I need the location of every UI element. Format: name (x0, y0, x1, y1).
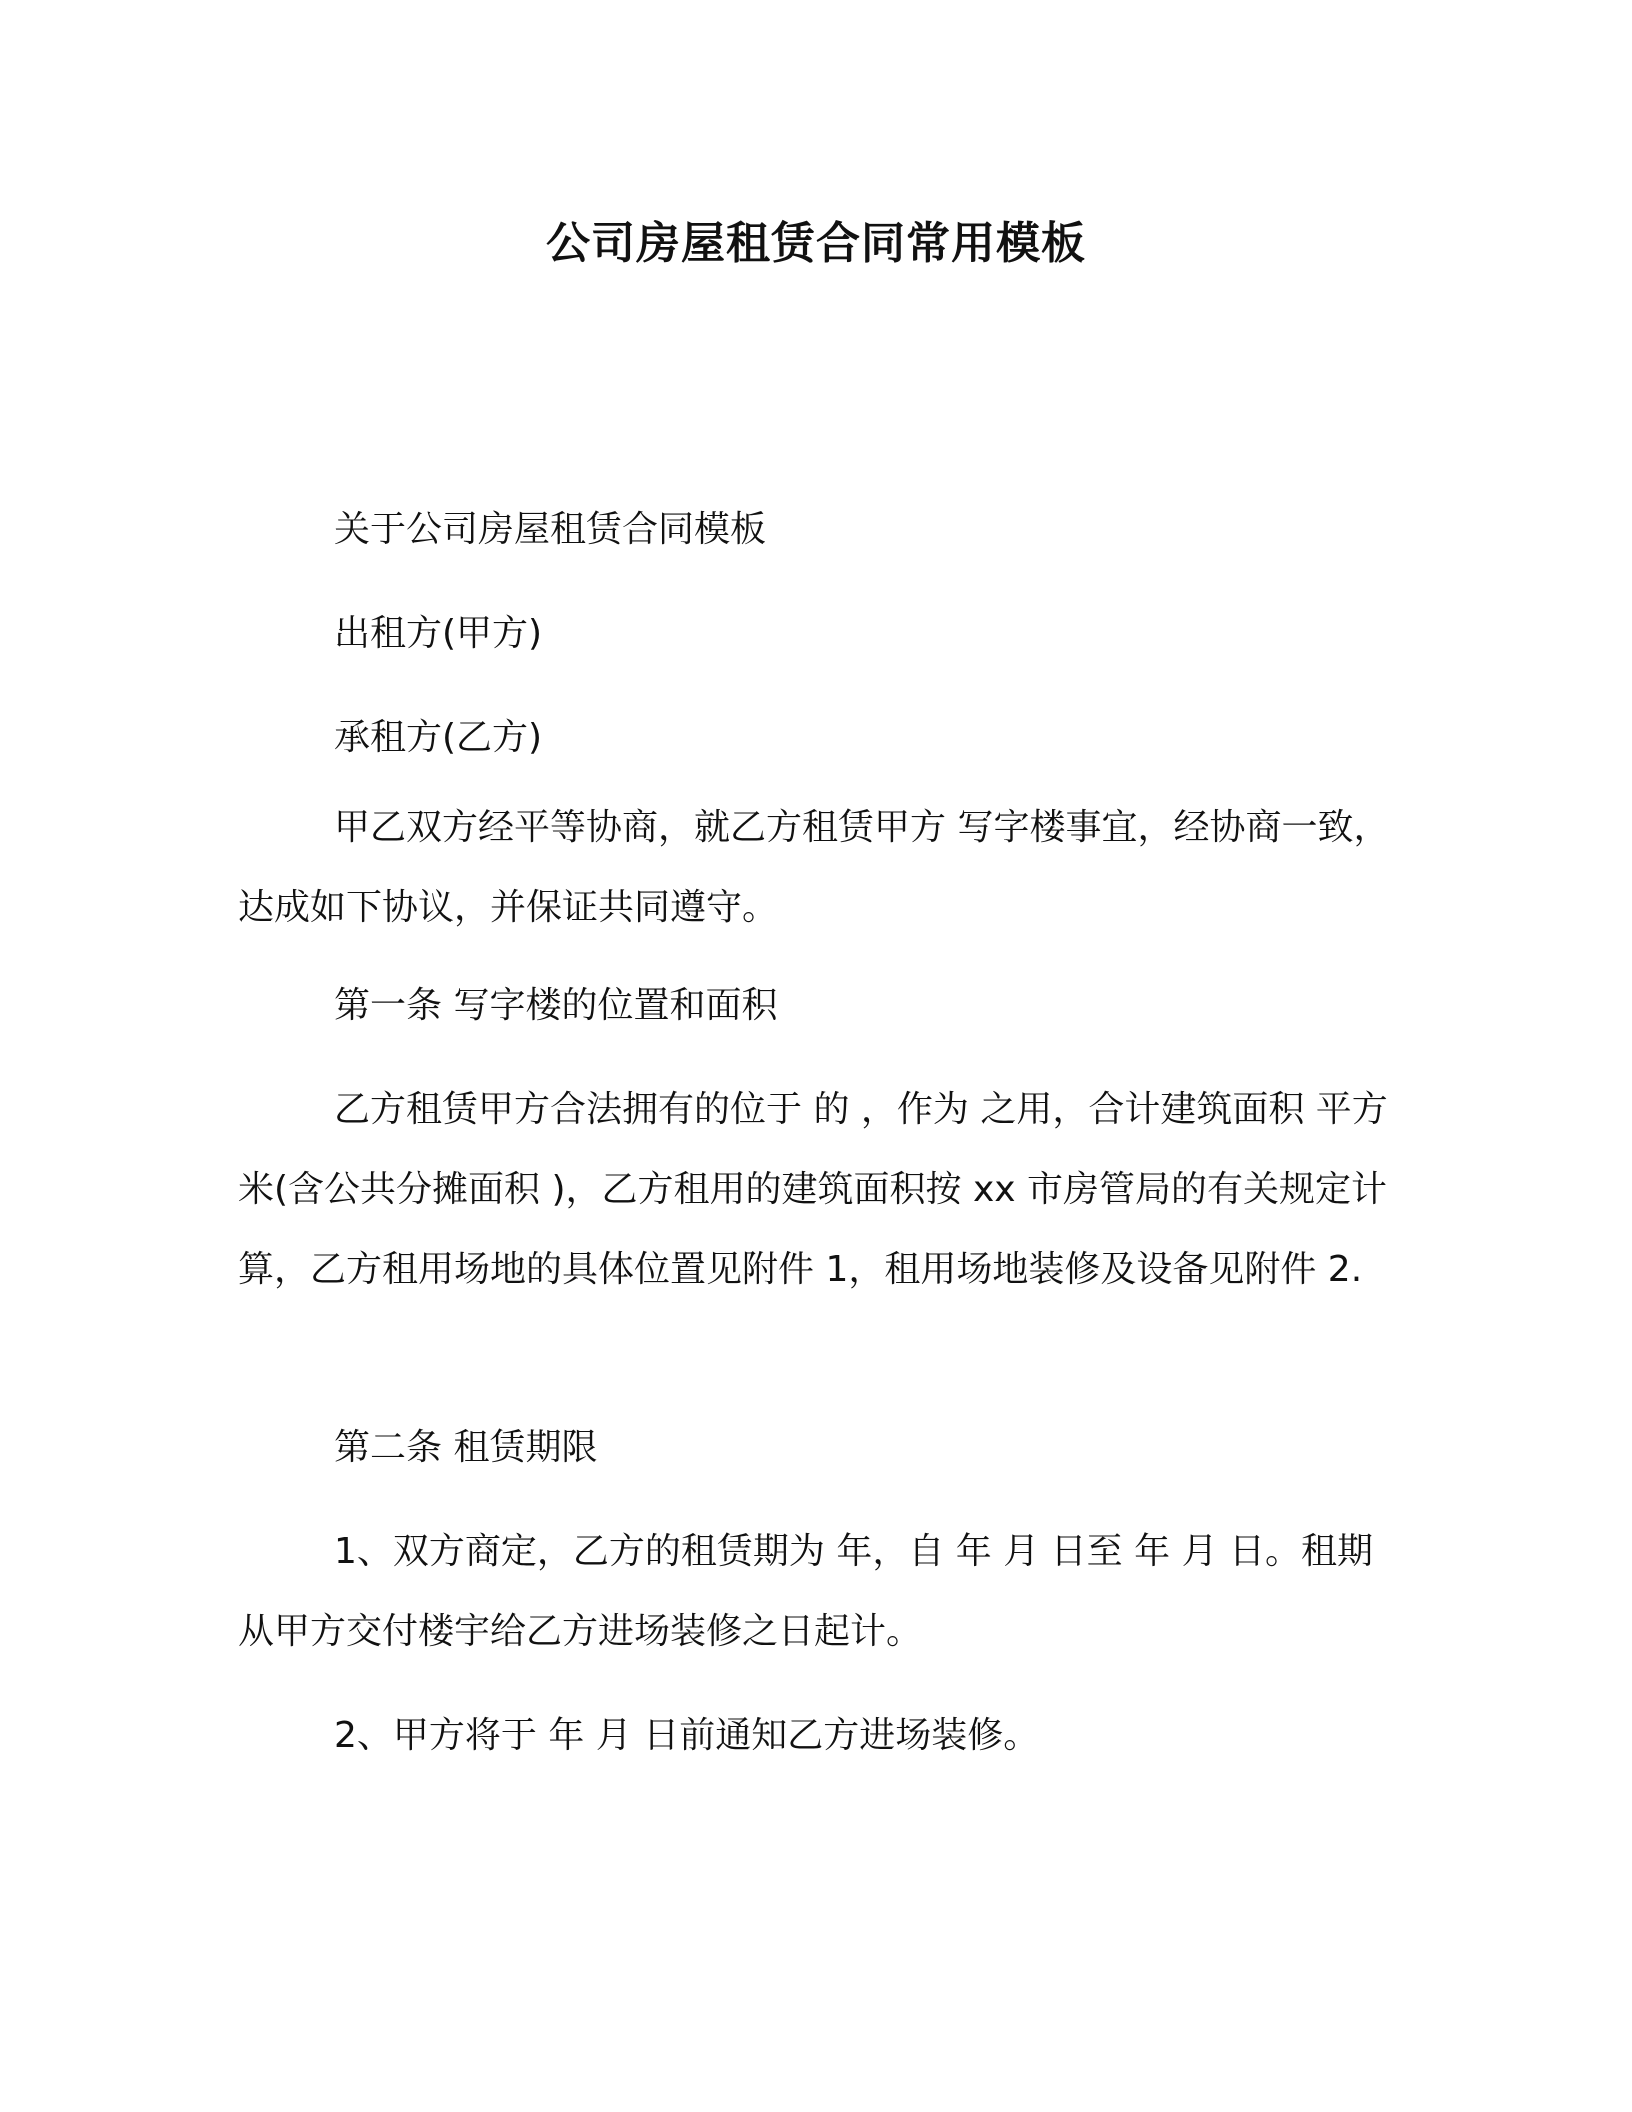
notice-clause: 2、甲方将于 年 月 日前通知乙方进场装修。 (334, 1715, 1040, 1756)
article-one-heading: 第一条 写字楼的位置和面积 (334, 985, 778, 1026)
article-one-body: 乙方租赁甲方合法拥有的位于 的 ，作为 之用，合计建筑面积 平方米(含公共分摊面积 )，乙方租用的建筑面积按 xx 市房管局的有关规定计算，乙方租用场地的具体位置见附件 1，租用场地装修及设备见附件 2. (238, 1089, 1388, 1290)
article-two-heading: 第二条 租赁期限 (334, 1427, 598, 1468)
lessee-line: 承租方(乙方) (334, 717, 543, 758)
intro-heading: 关于公司房屋租赁合同模板 (334, 509, 767, 550)
lease-term-clause: 1、双方商定，乙方的租赁期为 年，自 年 月 日至 年 月 日。租期从甲方交付楼宇给乙方进场装修之日起计。 (238, 1531, 1374, 1652)
agreement-paragraph: 甲乙双方经平等协商，就乙方租赁甲方 写字楼事宜，经协商一致，达成如下协议，并保证共同遵守。 (238, 807, 1390, 928)
lessor-line: 出租方(甲方) (334, 613, 543, 654)
document-title: 公司房屋租赁合同常用模板 (546, 218, 1086, 269)
